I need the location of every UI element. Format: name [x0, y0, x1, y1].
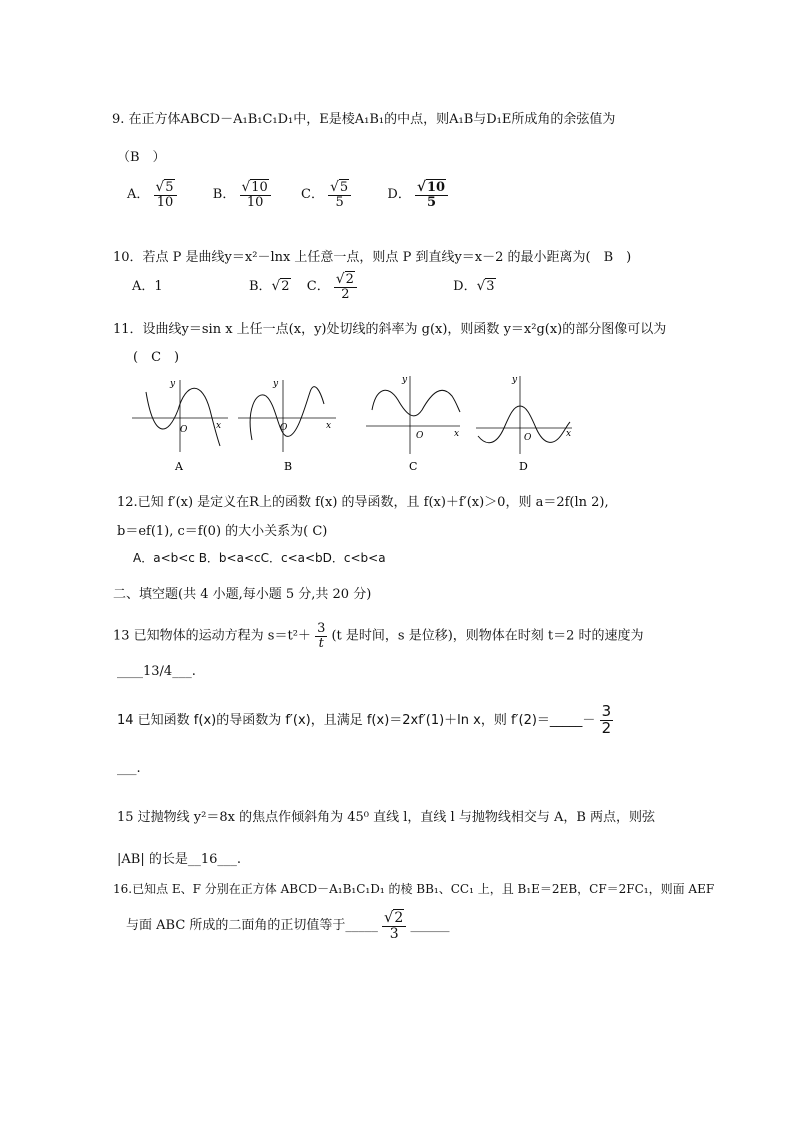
q12-line2: b＝ef(1), c＝f(0) 的大小关系为( C): [117, 524, 328, 539]
graph-d-origin: O: [524, 433, 532, 443]
q14-tail: ___.: [117, 761, 141, 776]
q10-c-num: 2: [345, 272, 354, 287]
graph-a-y-label: y: [170, 379, 176, 389]
q13-frac-num: 3: [317, 621, 326, 636]
section-2-heading: 二、填空题(共 4 小题,每小题 5 分,共 20 分): [113, 587, 372, 602]
q9-d-num: 10: [426, 180, 446, 195]
graph-b-x-label: x: [326, 421, 332, 431]
q15-stem: 15 过抛物线 y²＝8x 的焦点作倾斜角为 45⁰ 直线 l，直线 l 与抛物线相交与 A，B 两点，则弦: [117, 810, 656, 825]
q16-line2-pre: 与面 ABC 所成的二面角的正切值等于_____: [126, 918, 378, 934]
q9-a-num: 5: [165, 180, 174, 195]
q10-stem: 10．若点 P 是曲线y＝x²－lnx 上任意一点，则点 P 到直线y＝x－2 的最小距离为( B ): [113, 250, 632, 265]
q12-options: A．a<b<c B．b<a<cC．c<a<bD．c<b<a: [133, 551, 386, 565]
q14-text: 14 已知函数 f(x)的导函数为 f′(x)，且满足 f(x)＝2xf′(1)＋ln x，则 f′(2)＝_____－: [117, 712, 596, 728]
q9-option-b-label: B．: [212, 187, 236, 203]
graph-a-x-label: x: [216, 421, 222, 431]
graph-c-y-label: y: [402, 375, 408, 385]
graph-c-origin: O: [416, 431, 424, 441]
q15-line2: |AB| 的长是__16___.: [117, 852, 242, 867]
q10-c-den: 2: [341, 286, 350, 302]
q10-d-rad: 3: [486, 279, 495, 295]
q9-answer: （B ）: [117, 150, 166, 165]
q14-frac: [600, 704, 614, 737]
q13-answer: ____13/4___.: [117, 664, 196, 679]
q9-c-den: 5: [335, 194, 344, 210]
q9-stem: 9. 在正方体ABCD－A₁B₁C₁D₁中，E是棱A₁B₁的中点，则A₁B与D₁E所成角的余弦值为: [112, 112, 616, 127]
graph-a-label: A: [175, 460, 183, 473]
q11-stem: 11．设曲线y＝sin x 上任一点(x，y)处切线的斜率为 g(x)，则函数 y＝x²g(x)的部分图像可以为: [113, 322, 667, 337]
q9-b-den: 10: [246, 194, 264, 210]
graph-d-x-label: x: [566, 429, 572, 439]
q9-option-d-label: D．: [387, 187, 411, 203]
q9-c-num: 5: [339, 180, 349, 195]
graph-d-y-label: y: [512, 375, 518, 385]
q11-answer: ( C ): [133, 350, 180, 365]
q10-option-d-label: D．: [453, 279, 477, 295]
q10-option-c-frac: $\frac{√2}{2}$: [334, 272, 357, 301]
graph-a: [132, 379, 228, 473]
q14-frac-den: 2: [601, 718, 612, 737]
q10-b-rad: 2: [281, 279, 290, 295]
graph-c-x-label: x: [454, 429, 460, 439]
graph-d-label: D: [519, 460, 528, 473]
q14-stem: [117, 704, 613, 737]
q9-option-d-frac: $\frac{√10}{5}$: [415, 180, 448, 209]
q13-pre: 13 已知物体的运动方程为 s＝t²＋: [113, 628, 311, 644]
graph-b-label: B: [284, 460, 293, 473]
q16-frac-den: 3: [389, 925, 399, 942]
q10-options: A．1 B．√2 C． $\frac{√2}{2}$ D．√3: [132, 271, 495, 302]
q9-a-den: 10: [156, 194, 174, 210]
q9-option-b-frac: $\frac{√10}{10}$: [240, 180, 271, 209]
q13-post: (t 是时间，s 是位移)，则物体在时刻 t＝2 时的速度为: [331, 628, 644, 644]
graph-a-origin: O: [180, 425, 188, 435]
q16-line2: [126, 910, 449, 941]
q9-option-c-frac: $\frac{√5}{5}$: [328, 180, 351, 209]
q9-d-den: 5: [426, 194, 437, 210]
graph-c: [366, 375, 460, 473]
q16-line1: 16.已知点 E、F 分别在正方体 ABCD－A₁B₁C₁D₁ 的棱 BB₁、CC₁ 上，且 B₁E＝2EB，CF＝2FC₁，则面 AEF: [113, 882, 715, 896]
q16-frac-num: 2: [394, 910, 404, 926]
q11-graphs: [120, 370, 590, 475]
q13-frac-den: t: [318, 635, 324, 651]
q14-frac-num: 3: [601, 702, 612, 720]
q16-line2-post: ______: [410, 918, 450, 934]
graph-d: [476, 375, 572, 473]
q10-option-a: A．1: [132, 279, 163, 295]
q16-frac: $\frac{√2}{3}$: [382, 910, 406, 941]
q12-line1: 12.已知 f′(x) 是定义在R上的函数 f(x) 的导函数，且 f(x)＋f′(x)＞0，则 a＝2f(ln 2),: [117, 495, 609, 510]
q9-options: [127, 180, 448, 209]
graph-b: [238, 379, 336, 473]
q9-option-c-label: C．: [301, 187, 324, 203]
q10-option-b-label: B．: [248, 279, 272, 295]
graph-c-label: C: [409, 460, 418, 473]
q9-b-num: 10: [251, 180, 268, 195]
q10-option-c-label: C．: [306, 279, 330, 295]
q9-option-a-label: A．: [127, 187, 150, 203]
q9-option-a-frac: $\frac{√5}{10}$: [154, 180, 177, 209]
graph-b-y-label: y: [273, 379, 279, 389]
graph-b-origin: O: [280, 423, 288, 433]
q13-frac: [315, 622, 327, 650]
q13-stem: [113, 622, 644, 650]
